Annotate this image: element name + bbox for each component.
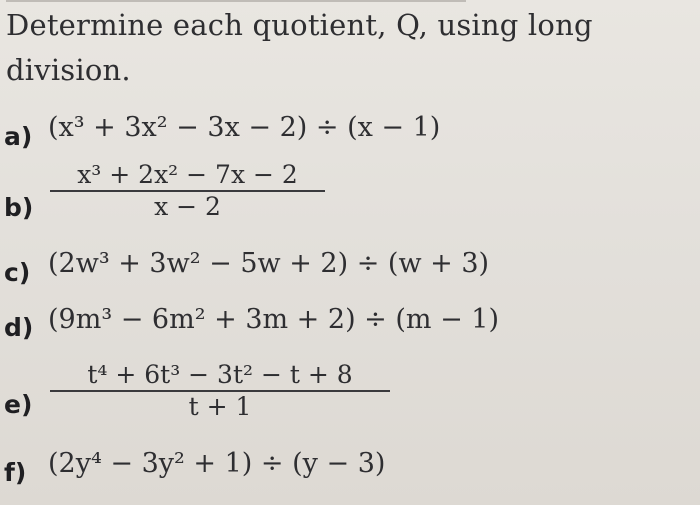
problem-b-denominator: x − 2: [154, 192, 221, 221]
problem-a-expression: (x³ + 3x² − 3x − 2) ÷ (x − 1): [48, 112, 441, 143]
problem-b-label: b): [4, 193, 34, 222]
problem-e-denominator: t + 1: [188, 392, 252, 421]
instruction: [6, 3, 666, 93]
problem-f-expression: (2y⁴ − 3y² + 1) ÷ (y − 3): [48, 448, 386, 479]
problem-d-label: d): [4, 313, 34, 342]
problem-e-label: e): [4, 390, 33, 419]
problem-e-fraction: [50, 360, 390, 421]
problem-c-label: c): [4, 258, 31, 287]
problem-e-numerator: t⁴ + 6t³ − 3t² − t + 8: [87, 360, 353, 389]
problem-b-numerator: x³ + 2x² − 7x − 2: [77, 160, 298, 189]
problem-c-expression: (2w³ + 3w² − 5w + 2) ÷ (w + 3): [48, 248, 490, 279]
problem-b-fraction: [50, 160, 325, 221]
problem-d-expression: (9m³ − 6m² + 3m + 2) ÷ (m − 1): [48, 304, 500, 335]
problem-f-label: f): [4, 458, 27, 487]
problem-a-label: a): [4, 122, 33, 151]
instruction-line-1: Determine each quotient, Q, using long: [6, 8, 593, 42]
instruction-line-2: division.: [6, 53, 131, 87]
